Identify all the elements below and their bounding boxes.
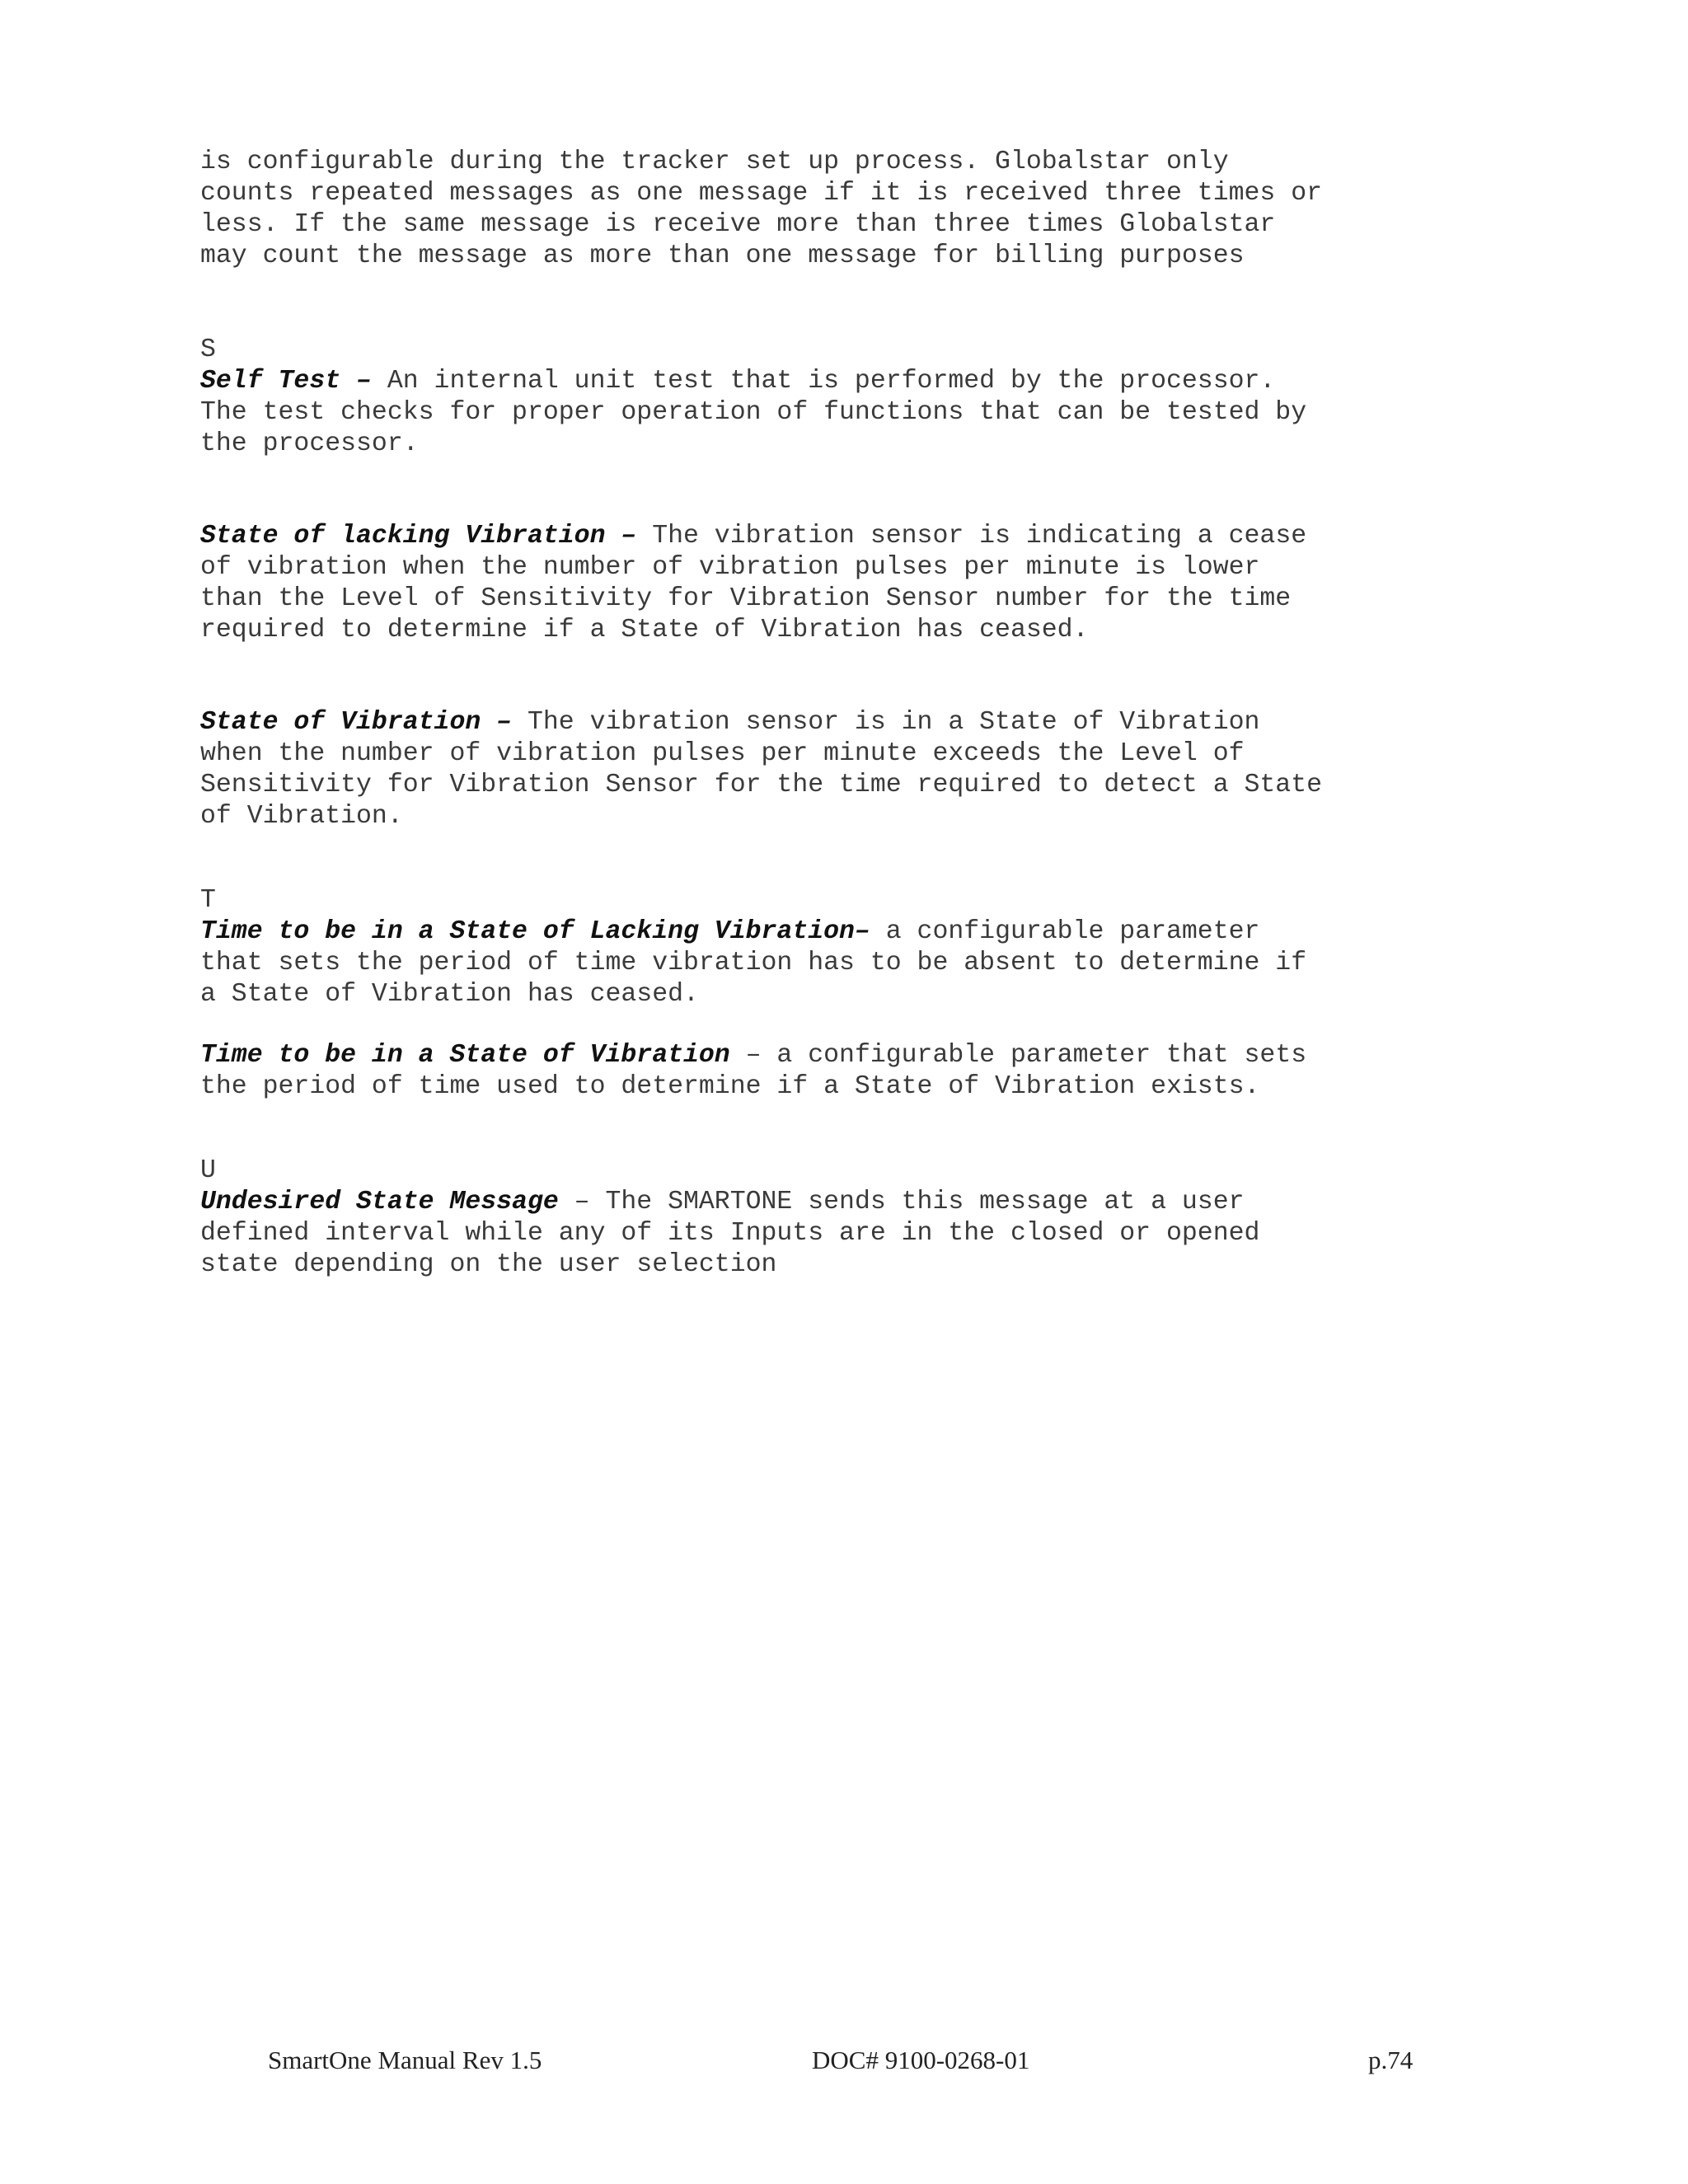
term-self-test: Self Test – [200, 367, 372, 396]
definition-time-lacking-vibration: a configurable parameter that sets the period of time vibration has to be absent to determine if a State of Vibration has ceased. [200, 917, 1307, 1009]
entry-state-of-vibration [200, 707, 1486, 832]
section-letter-s: S [200, 335, 216, 364]
footer-manual-title: SmartOne Manual Rev 1.5 [268, 2046, 542, 2074]
glossary-content [200, 147, 1486, 1281]
page-footer [0, 2046, 1688, 2079]
term-state-of-vibration: State of Vibration – [200, 708, 513, 737]
term-state-of-lacking-vibration: State of lacking Vibration – [200, 522, 637, 551]
entry-state-of-lacking-vibration [200, 521, 1486, 646]
definition-self-test: An internal unit test that is performed by the processor. The test checks for proper operation of functions that can be tested by the processor. [200, 367, 1307, 458]
section-letter-t: T [200, 886, 216, 915]
section-letter-u: U [200, 1156, 216, 1185]
definition-undesired-state-message: – The SMARTONE sends this message at a user defined interval while any of its Inputs are in the closed or opened state depending on the user selection [200, 1188, 1260, 1279]
entry-self-test [200, 366, 1486, 460]
footer-doc-number: DOC# 9100-0268-01 [812, 2046, 1030, 2074]
entry-undesired-state-message [200, 1187, 1486, 1281]
definition-state-of-lacking-vibration: The vibration sensor is indicating a cease of vibration when the number of vibration pulses per minute is lower than the Level of Sensitivity for Vibration Sensor number for the time required to determine if a State of Vibration has ceased. [200, 522, 1307, 644]
entry-time-lacking-vibration [200, 916, 1486, 1010]
footer-page-number: p.74 [1368, 2046, 1414, 2074]
term-time-vibration: Time to be in a State of Vibration [200, 1041, 730, 1070]
definition-time-vibration: – a configurable parameter that sets the period of time used to determine if a State of Vibration exists. [200, 1041, 1307, 1101]
term-undesired-state-message: Undesired State Message [200, 1188, 559, 1216]
term-time-lacking-vibration: Time to be in a State of Lacking Vibration– [200, 917, 870, 946]
intro-paragraph: is configurable during the tracker set up process. Globalstar only counts repeated messages as one message if it is received three times or less. If the same message is receive more than three times Globalstar may count the message as more than one message for billing purposes [200, 148, 1323, 270]
definition-state-of-vibration: The vibration sensor is in a State of Vibration when the number of vibration pulses per minute exceeds the Level of Sensitivity for Vibration Sensor for the time required to detect a State of Vibration. [200, 708, 1323, 831]
entry-time-vibration [200, 1040, 1486, 1103]
